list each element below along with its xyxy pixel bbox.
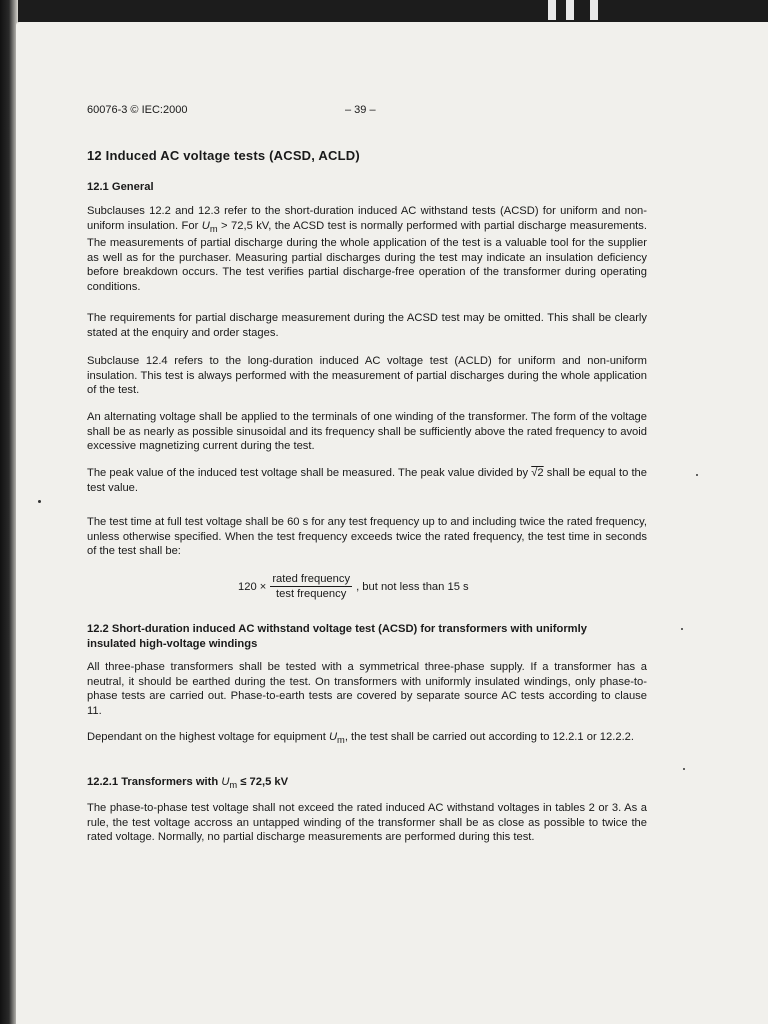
text-run: Subclauses 12.2 and 12.3 refer to the short-duration induced AC withstand tests (ACSD) for uniform and non-uniform insulation. For — [87, 205, 647, 232]
scan-speck — [681, 628, 683, 630]
paragraph — [87, 354, 647, 398]
text-run: The peak value of the induced test voltage shall be measured. The peak value divided by — [87, 467, 532, 479]
paragraph-text: All three-phase transformers shall be tested with a symmetrical three-phase supply. If a transformer has a neutral, it should be earthed during the test. On transformers with uniformly insulated windings, only phase-to-phase tests are carried out. Phase-to-earth tests are covered by separate source AC tests according to clause 11. — [87, 661, 647, 717]
paragraph — [87, 730, 647, 748]
section-12-1-title: 12.1 General — [87, 181, 154, 193]
paragraph — [87, 801, 647, 845]
symbol-um: U — [328, 731, 338, 743]
paragraph-text: The test time at full test voltage shall be 60 s for any test frequency up to and including twice the rated frequency, unless otherwise specified. When the test frequency exceeds twice the rated frequency, the test time in seconds of the test shall be: — [87, 516, 647, 557]
formula-fraction — [270, 573, 352, 600]
symbol-um: U — [201, 219, 210, 232]
paragraph-text: The requirements for partial discharge measurement during the ACSD test may be omitted. This shall be clearly stated at the enquiry and order stages. — [87, 312, 647, 339]
section-12-2-title-block — [87, 622, 627, 651]
scan-speck — [38, 500, 41, 503]
symbol-sub: m — [337, 735, 345, 746]
paragraph — [87, 311, 647, 340]
paragraph-text — [87, 730, 647, 748]
paragraph — [87, 515, 647, 559]
paragraph — [87, 204, 647, 294]
scan-mark — [590, 0, 598, 20]
paragraph-text: An alternating voltage shall be applied to the terminals of one winding of the transformer. The form of the voltage shall be as nearly as possible sinusoidal and its frequency shall be sufficiently above the rated frequency to avoid excessive magnetizing current during the test. — [87, 411, 647, 452]
scan-mark — [548, 0, 556, 20]
formula-numerator: rated frequency — [272, 573, 351, 585]
text-run: , the test shall be carried out according to 12.2.1 or 12.2.2. — [344, 731, 635, 743]
section-12-title: 12 Induced AC voltage tests (ACSD, ACLD) — [87, 148, 360, 163]
symbol-sub: m — [209, 223, 218, 234]
paragraph-text — [87, 466, 647, 495]
section-12-2-title: 12.2 Short-duration induced AC withstand voltage test (ACSD) for transformers with uniformly insulated high-voltage windings — [87, 623, 587, 650]
text-run: Dependant on the highest voltage for equipment — [87, 731, 329, 743]
text-run: shall be equal to the test value. — [87, 467, 647, 494]
doc-id: 60076-3 © IEC:2000 — [87, 104, 188, 116]
symbol-um: U — [221, 776, 230, 788]
symbol-sub: m — [229, 780, 238, 791]
paragraph-text — [87, 204, 647, 294]
formula-suffix: , but not less than 15 s — [356, 580, 469, 593]
formula-denominator: test frequency — [276, 588, 347, 600]
section-12-1-title-block — [87, 181, 647, 193]
paragraph-text: Subclause 12.4 refers to the long-duration induced AC voltage test (ACLD) for uniform and non-uniform insulation. This test is always performed with the measurement of partial discharges during the whole application of the test. — [87, 355, 647, 396]
text-run: ≤ 72,5 kV — [237, 776, 289, 788]
sqrt2-symbol: √2 — [531, 467, 544, 479]
section-12-2-1-title-block — [87, 776, 647, 790]
scan-speck — [696, 474, 698, 476]
paragraph — [87, 660, 647, 718]
test-time-formula — [238, 573, 469, 600]
formula-prefix: 120 × — [238, 580, 267, 593]
text-run: 12.2.1 Transformers with — [87, 776, 222, 788]
text-run: > 72,5 kV, the ACSD test is normally performed with partial discharge measurements. The measurements of partial discharge during the whole application of the test is a valuable tool for the supplier as well as for the purchaser. Measuring partial discharges during the test may indicate an insulation deficiency before breakdown occurs. The test verifies partial discharge-free operation of the transformer during operating conditions. — [87, 219, 647, 293]
section-12-2-1-title — [87, 776, 647, 790]
paragraph — [87, 466, 647, 495]
paragraph — [87, 410, 647, 454]
scan-mark — [566, 0, 574, 20]
page-number: – 39 – — [345, 104, 376, 116]
paragraph-text: The phase-to-phase test voltage shall not exceed the rated induced AC withstand voltages in tables 2 or 3. As a rule, the test voltage accross an untapped winding of the transformer shall be as close as possible to twice the rated voltage. Normally, no partial discharge measurements are performed during this test. — [87, 802, 647, 843]
scan-speck — [683, 768, 685, 770]
